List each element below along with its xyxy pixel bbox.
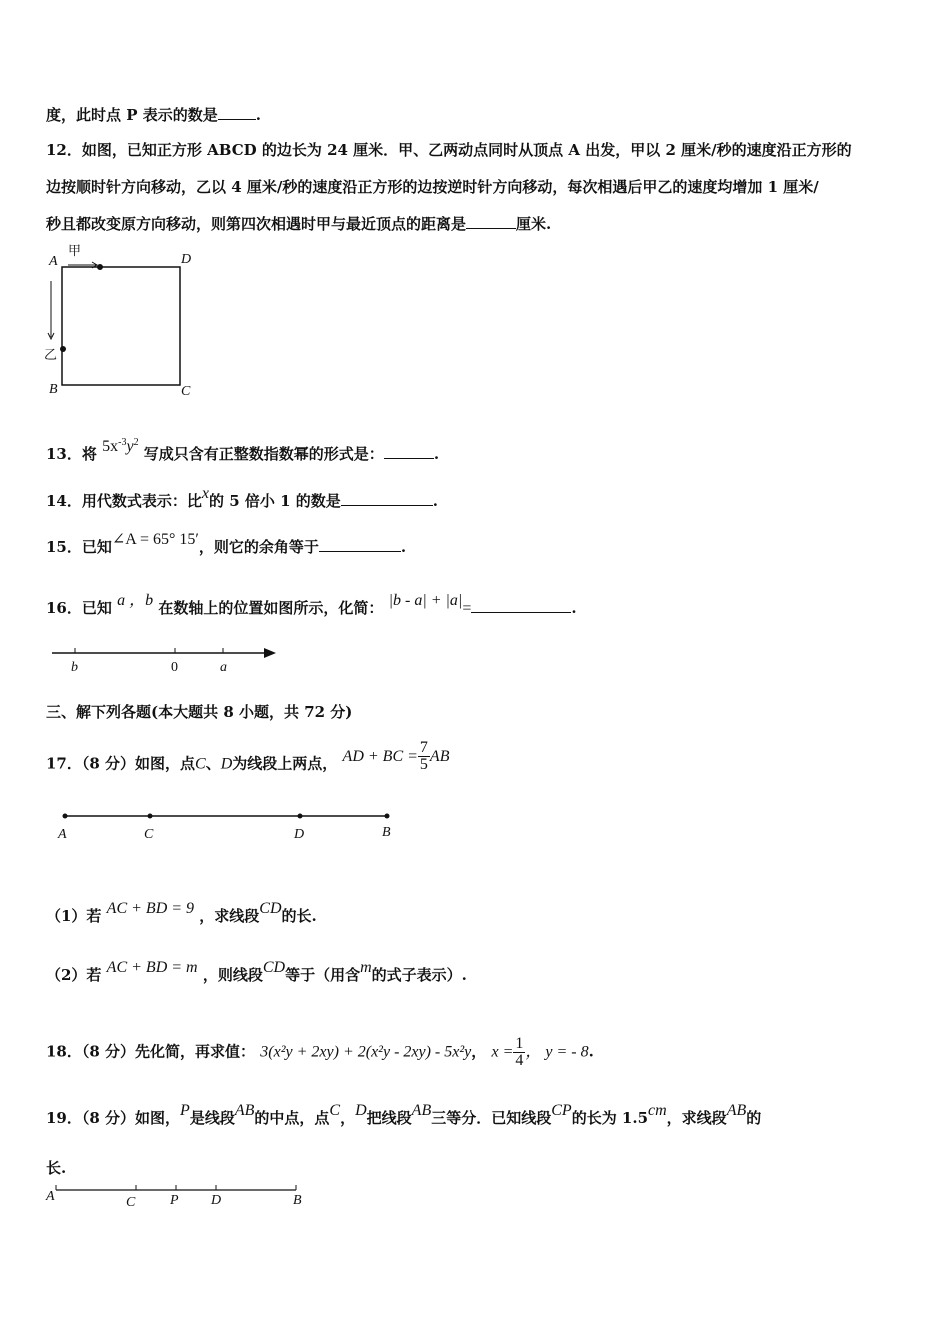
q11-tail: 度，此时点 P 表示的数是 . (46, 106, 261, 124)
q14: 14．用代数式表示：比x的 5 倍小 1 的数是 . (46, 485, 438, 510)
label-C: C (144, 827, 154, 842)
q12-line2: 边按顺时针方向移动，乙以 4 厘米/秒的速度沿正方形的边按逆时针方向移动，每次相遇后甲乙的速度均增加 1 厘米/ (46, 178, 819, 196)
label-D: D (294, 827, 305, 842)
answer-blank (384, 444, 434, 459)
label-B: B (382, 825, 391, 840)
point-D (298, 814, 303, 819)
q17-part2: （2）若 AC + BD = m ，则线段CD等于（用含m的式子表示）. (46, 959, 467, 984)
section-title: 三、解下列各题(本大题共 8 小题，共 72 分) (46, 703, 353, 721)
label-C: C (126, 1195, 136, 1210)
label-yi: 乙 (44, 347, 58, 362)
point-A (63, 814, 68, 819)
square (62, 267, 180, 385)
q17-segment-figure (55, 808, 400, 842)
label-jia: 甲 (68, 243, 82, 258)
q18: 18．（8 分）先化简，再求值： 3(x²y + 2xy) + 2(x²y - 2xy) - 5x²y， x = $\frac{1}{4}$ ， y = - 8. (46, 1035, 594, 1069)
label-D: D (211, 1193, 222, 1208)
q13-expression: $5x^{-3}y^2$ (102, 437, 139, 455)
q12-line3: 秒且都改变原方向移动，则第四次相遇时甲与最近顶点的距离是 厘米. (46, 215, 552, 233)
axis-arrow (264, 648, 276, 658)
q16-expression: |b - a| + |a| (388, 592, 463, 609)
q13: 13．将 $5x^{-3}y^2$ 写成只含有正整数指数幂的形式是： . (46, 437, 440, 463)
label-B: B (293, 1193, 302, 1208)
point-C (148, 814, 153, 819)
label-A: A (46, 1189, 55, 1204)
label-P: P (170, 1193, 179, 1208)
answer-blank (319, 537, 401, 552)
label-D: D (181, 252, 192, 267)
q16-number-line (50, 642, 280, 674)
q19-line2: 长. (46, 1159, 67, 1177)
q12-line1: 12．如图，已知正方形 ABCD 的边长为 24 厘米．甲、乙两动点同时从顶点 A 出发，甲以 2 厘米/秒的速度沿正方形的 (46, 141, 852, 159)
fraction: $\frac{7}{5}$ (419, 739, 428, 773)
q15-angle-expression: ∠A = 65° 15′ (111, 531, 199, 548)
answer-blank (466, 214, 516, 229)
point-jia (97, 264, 103, 270)
label-C: C (181, 384, 191, 399)
answer-blank (218, 105, 256, 120)
q15: 15．已知∠A = 65° 15′，则它的余角等于 . (46, 531, 407, 556)
point-yi (60, 346, 66, 352)
point-B (385, 814, 390, 819)
label-zero: 0 (171, 660, 178, 675)
label-a: a (220, 660, 227, 675)
answer-blank (471, 598, 571, 613)
label-A: A (49, 254, 58, 269)
q17: 17．（8 分）如图，点C、D为线段上两点， AD + BC = $\frac{7}{5}$ AB (46, 739, 450, 773)
q17-condition: AD + BC = $\frac{7}{5}$ AB (342, 739, 450, 773)
answer-blank (341, 491, 433, 506)
q19-segment-figure (44, 1183, 314, 1213)
q12-square-figure (40, 245, 210, 400)
label-A: A (58, 827, 67, 842)
q17-part1: （1）若 AC + BD = 9 ，求线段CD的长. (46, 900, 317, 925)
q19: 19．（8 分）如图，P是线段AB的中点，点C，D把线段AB三等分．已知线段CP的长为 1.5cm，求线段AB的 (46, 1102, 762, 1127)
q16: 16．已知 a ，b 在数轴上的位置如图所示，化简： |b - a| + |a|= . (46, 592, 577, 617)
q18-expression: 3(x²y + 2xy) + 2(x²y - 2xy) - 5x²y (260, 1043, 472, 1061)
label-b: b (71, 660, 78, 675)
label-B: B (49, 382, 58, 397)
fraction: $\frac{1}{4}$ (515, 1035, 524, 1069)
